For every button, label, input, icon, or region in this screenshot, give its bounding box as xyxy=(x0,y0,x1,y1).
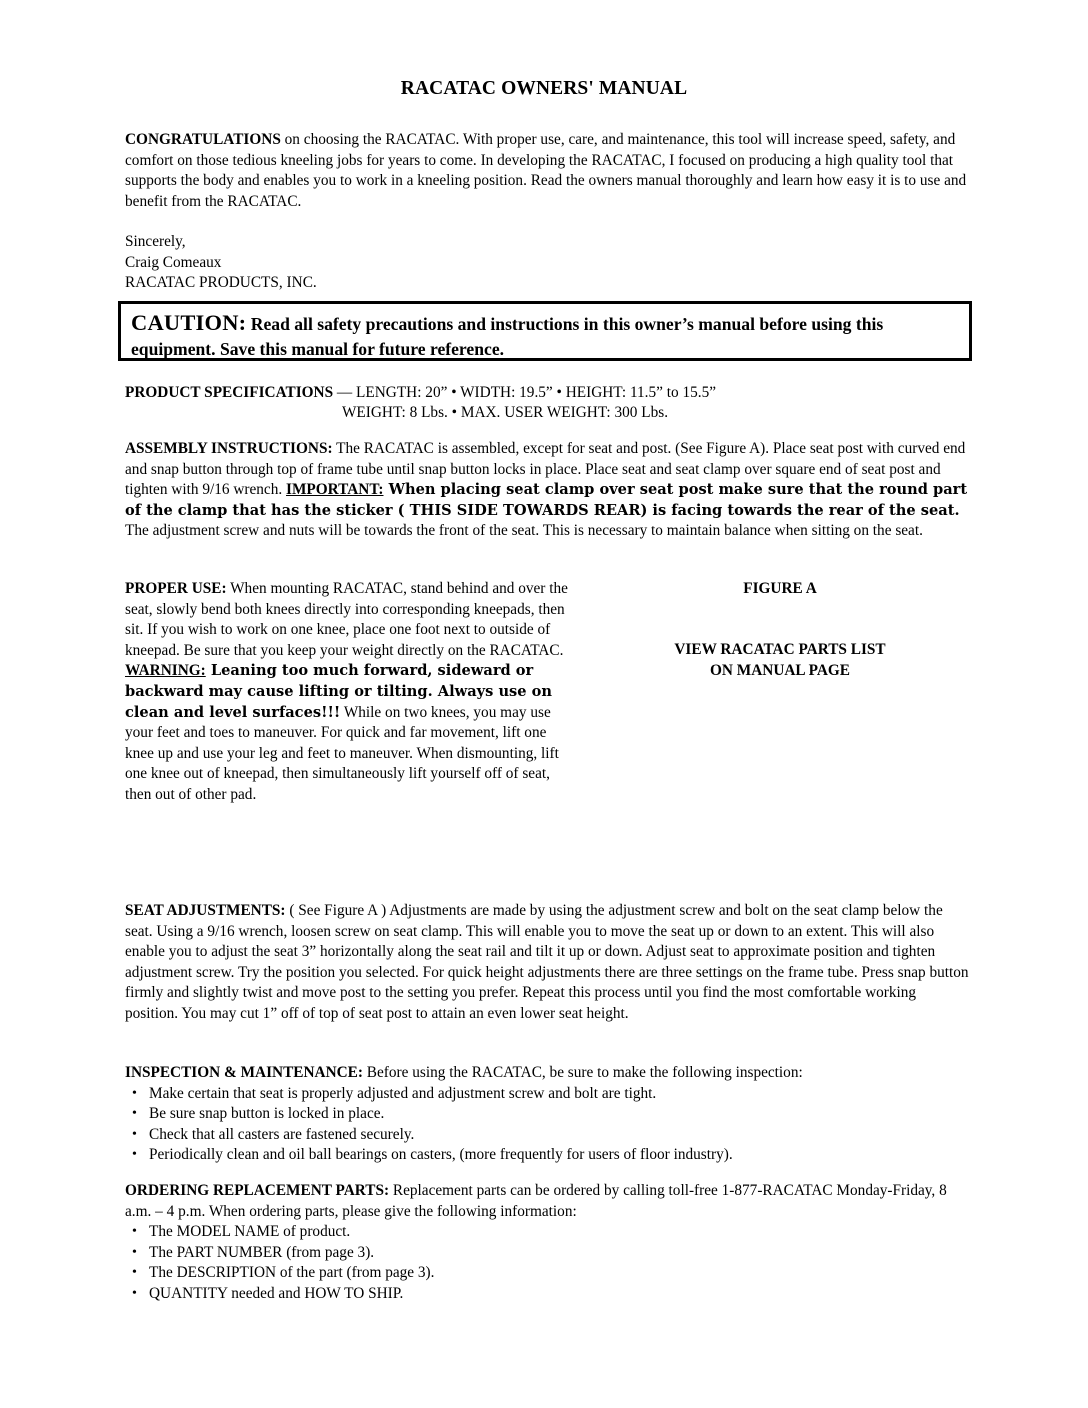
assembly-instructions-text-2: The adjustment screw and nuts will be towards the front of the seat. This is necessary to maintain balance when sitting on the seat. xyxy=(125,522,923,540)
proper-use-warning-text: Leaning too much forward, sideward or backward may cause lifting or tilting. Always use on clean and level surfaces!!! xyxy=(125,662,552,721)
proper-use-text-2: While on two knees, you may use your feet and toes to maneuver. For quick and far movement, lift one knee up and use your leg and feet to maneuver. When dismounting, lift one knee out of kneepad, then simultaneously lift yourself off of seat, then out of other pad. xyxy=(125,703,559,803)
inspection-maintenance-intro xyxy=(125,1063,972,1084)
ordering-parts-intro xyxy=(125,1181,972,1222)
product-specifications-line-1 xyxy=(125,383,972,404)
ordering-parts-section xyxy=(125,1181,972,1305)
assembly-instructions-paragraph xyxy=(125,439,972,542)
ordering-parts-list xyxy=(125,1222,972,1304)
seat-adjustments-text: ( See Figure A ) Adjustments are made by using the adjustment screw and bolt on the seat clamp below the seat. Using a 9/16 wrench, loosen screw on seat clamp. This will enable you to move the seat up or down to an extent. This will also enable you to adjust the seat 3” horizontally along the seat rail and tilt it up or down. Adjust seat to approximate position and tighten adjustment screw. Try the position you selected. For quick height adjustments there are three settings on the frame tube. Press snap button firmly and slightly twist and move post to the setting you prefer. Repeat this process until you find the most comfortable working position. You may cut 1” off of top of seat post to attain an even lower seat height. xyxy=(125,902,969,1022)
list-item: • The MODEL NAME of product. xyxy=(125,1222,972,1243)
signature-company: RACATAC PRODUCTS, INC. xyxy=(125,274,317,292)
list-item: • Periodically clean and oil ball bearings on casters, (more frequently for users of floor industry). xyxy=(125,1145,972,1166)
list-item: • QUANTITY needed and HOW TO SHIP. xyxy=(125,1284,972,1305)
congratulations-label: CONGRATULATIONS xyxy=(125,131,281,148)
caution-box xyxy=(118,301,972,361)
signature-block xyxy=(125,232,972,294)
caution-text: Read all safety precautions and instructions in this owner’s manual before using this equipment. Save this manual for future reference. xyxy=(131,314,884,359)
inspection-maintenance-section xyxy=(125,1063,972,1166)
proper-use-text-1: When mounting RACATAC, stand behind and over the seat, slowly bend both knees directly into corresponding kneepads, then sit. If you wish to work on one knee, place one foot next to outside of kneepad. Be sure that you keep your weight directly on the RACATAC. xyxy=(125,580,568,659)
congratulations-text: on choosing the RACATAC. With proper use, care, and maintenance, this tool will increase speed, safety, and comfort on those tedious kneeling jobs for years to come. In developing the RACATAC, I focused on producing a high quality tool that supports the body and enables you to work in a kneeling position. Read the owners manual thoroughly and learn how easy it is to use and benefit from the RACATAC. xyxy=(125,131,967,210)
assembly-instructions-heading: ASSEMBLY INSTRUCTIONS: xyxy=(125,440,333,457)
proper-use-paragraph xyxy=(125,579,575,806)
caution-text-container xyxy=(121,304,969,362)
inspection-maintenance-intro-text: Before using the RACATAC, be sure to make the following inspection: xyxy=(362,1064,803,1081)
caution-label: CAUTION: xyxy=(131,310,247,335)
list-item: • Make certain that seat is properly adjusted and adjustment screw and bolt are tight. xyxy=(125,1084,972,1105)
page-title: RACATAC OWNERS' MANUAL xyxy=(400,78,688,99)
signature-closing: Sincerely, xyxy=(125,233,186,250)
figure-a-note-line-1: VIEW RACATAC PARTS LIST xyxy=(674,641,886,658)
list-item: • Check that all casters are fastened securely. xyxy=(125,1125,972,1146)
congratulations-paragraph xyxy=(125,130,972,212)
signature-name: Craig Comeaux xyxy=(125,253,222,271)
product-specifications-values-1: — LENGTH: 20” • WIDTH: 19.5” • HEIGHT: 11.5” to 15.5” xyxy=(333,384,717,401)
assembly-important-label: IMPORTANT: xyxy=(286,481,384,499)
list-item: • Be sure snap button is locked in place. xyxy=(125,1104,972,1125)
figure-a-note-line-2: ON MANUAL PAGE xyxy=(710,661,850,679)
product-specifications-heading: PRODUCT SPECIFICATIONS xyxy=(125,384,334,401)
inspection-maintenance-heading: INSPECTION & MAINTENANCE: xyxy=(125,1064,363,1081)
seat-adjustments-paragraph xyxy=(125,901,972,1025)
list-item: • The DESCRIPTION of the part (from page 3). xyxy=(125,1263,972,1284)
ordering-parts-heading: ORDERING REPLACEMENT PARTS: xyxy=(125,1182,390,1199)
proper-use-warning-label: WARNING: xyxy=(125,662,206,680)
product-specifications-line-2: WEIGHT: 8 Lbs. • MAX. USER WEIGHT: 300 Lbs. xyxy=(341,404,669,421)
list-item: • The PART NUMBER (from page 3). xyxy=(125,1243,972,1264)
ordering-parts-intro-text: Replacement parts can be ordered by calling toll-free 1-877-RACATAC Monday-Friday, 8 a.m. – 4 p.m. When ordering parts, please give the following information: xyxy=(125,1182,947,1220)
inspection-maintenance-list xyxy=(125,1084,972,1166)
assembly-instructions-text-1: The RACATAC is assembled, except for seat and post. (See Figure A). Place seat post with curved end and snap button through top of frame tube until snap button locks in place. Place seat and seat clamp over square end of seat post and tighten with 9/16 wrench. xyxy=(125,440,966,499)
proper-use-heading: PROPER USE: xyxy=(125,580,227,597)
seat-adjustments-heading: SEAT ADJUSTMENTS: xyxy=(125,902,286,919)
figure-a-label: FIGURE A xyxy=(743,580,817,597)
figure-a-note xyxy=(600,640,960,681)
assembly-important-text: When placing seat clamp over seat post make sure that the round part of the clamp that has the sticker ( THIS SIDE TOWARDS REAR) is facing towards the rear of the seat. xyxy=(125,481,968,519)
